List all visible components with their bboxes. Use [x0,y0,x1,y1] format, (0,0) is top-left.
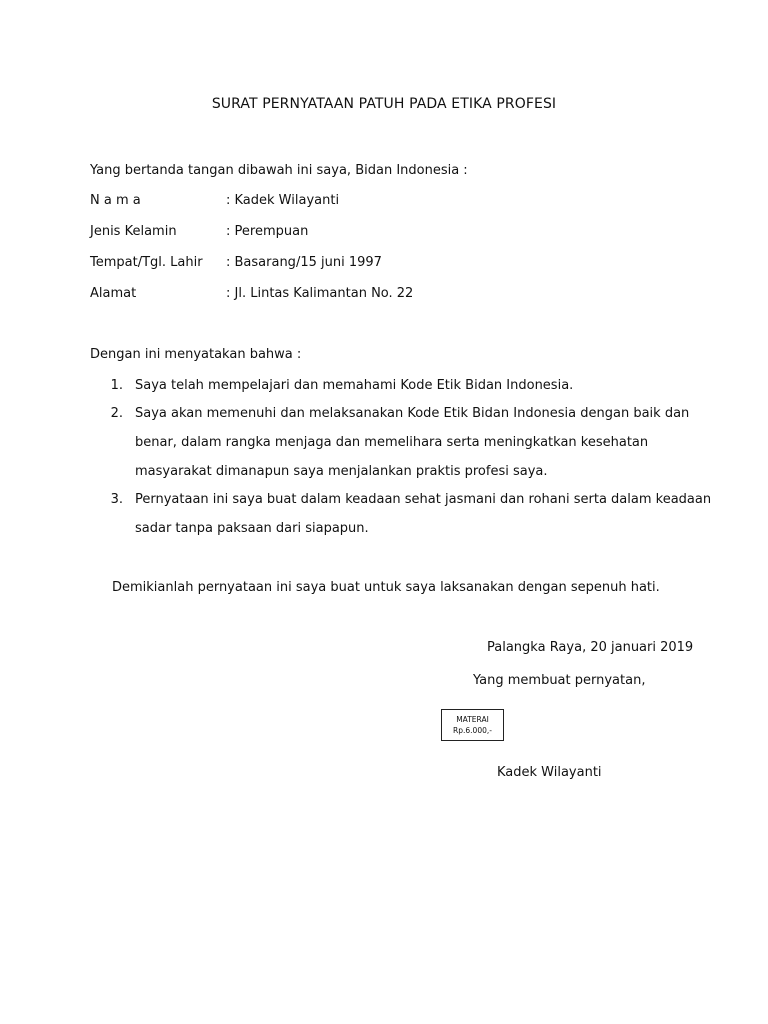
list-item-line: Saya akan memenuhi dan melaksanakan Kode Etik Bidan Indonesia dengan baik dan [135,406,690,421]
field-label-nama: N a m a [90,193,141,208]
field-label-jenis-kelamin: Jenis Kelamin [90,224,177,239]
place-date: Palangka Raya, 20 januari 2019 [487,640,694,655]
document-title: SURAT PERNYATAAN PATUH PADA ETIKA PROFESI [211,96,557,112]
field-value-jenis-kelamin: : Perempuan [226,224,309,239]
closing-text: Demikianlah pernyataan ini saya buat untuk saya laksanakan dengan sepenuh hati. [112,580,660,595]
list-item-number: 1. [110,378,123,393]
materai-stamp [441,709,504,741]
list-item-line: Saya telah mempelajari dan memahami Kode Etik Bidan Indonesia. [135,378,574,393]
intro-text: Yang bertanda tangan dibawah ini saya, Bidan Indonesia : [90,163,468,178]
field-value-alamat: : Jl. Lintas Kalimantan No. 22 [226,286,414,301]
field-label-tempat-tgl-lahir: Tempat/Tgl. Lahir [90,255,203,270]
signer-caption: Yang membuat pernyatan, [473,673,646,688]
statement-intro: Dengan ini menyatakan bahwa : [90,347,302,362]
signer-name: Kadek Wilayanti [497,765,602,780]
list-item-line: masyarakat dimanapun saya menjalankan praktis profesi saya. [135,464,548,479]
stamp-line-1: MATERAI [456,715,489,724]
list-item-number: 3. [110,492,123,507]
list-item-line: Pernyataan ini saya buat dalam keadaan sehat jasmani dan rohani serta dalam keadaan [135,492,712,507]
field-label-alamat: Alamat [90,286,137,301]
stamp-line-2: Rp.6.000,- [453,726,492,735]
list-item-line: benar, dalam rangka menjaga dan memelihara serta meningkatkan kesehatan [135,435,649,450]
list-item-number: 2. [110,406,123,421]
list-item-line: sadar tanpa paksaan dari siapapun. [135,521,369,536]
field-value-nama: : Kadek Wilayanti [226,193,340,208]
field-value-tempat-tgl-lahir: : Basarang/15 juni 1997 [226,255,382,270]
